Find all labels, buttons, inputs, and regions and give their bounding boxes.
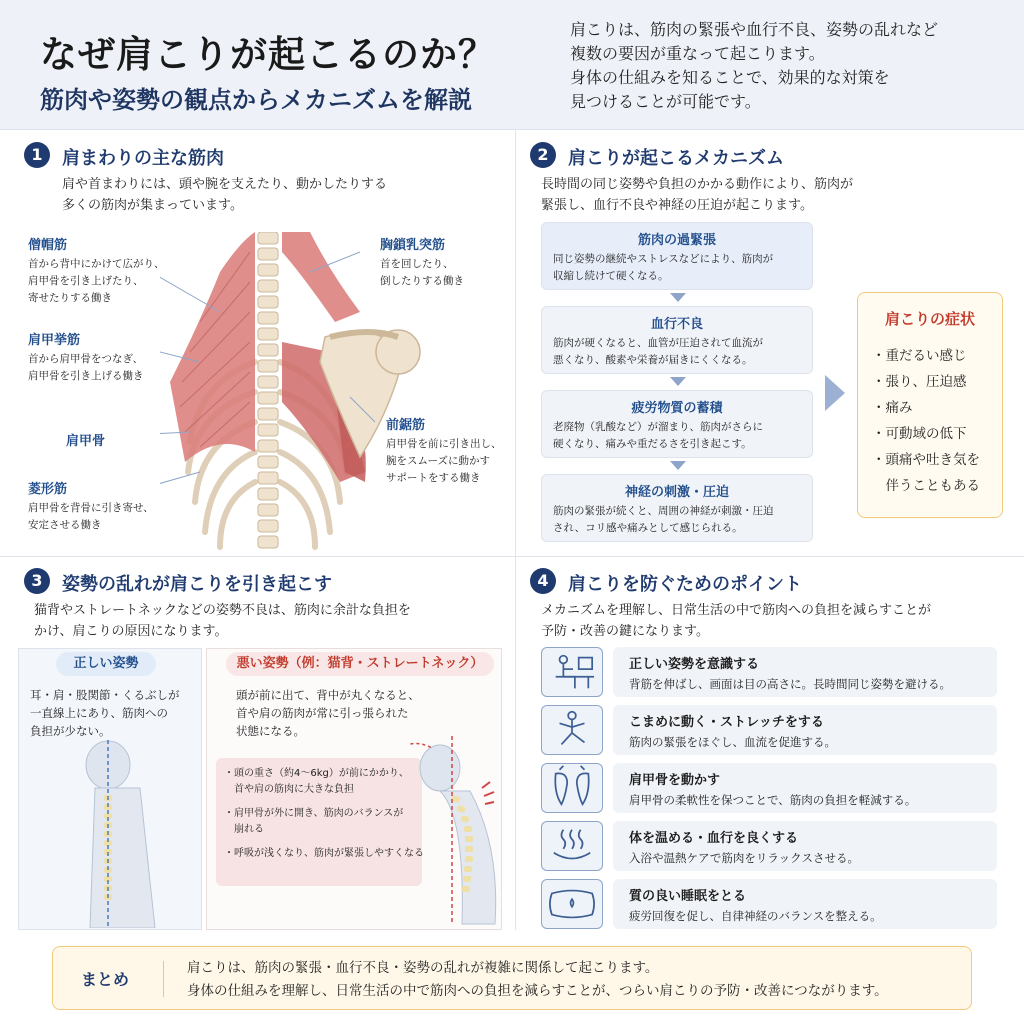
tip-warm: 体を温める・血行を良くする 入浴や温熱ケアで筋肉をリラックスさせる。: [613, 821, 997, 871]
muscle-rhomboid: 菱形筋 肩甲骨を背骨に引き寄せ、 安定させる働き: [28, 482, 154, 531]
desk-posture-icon: [541, 647, 603, 697]
section-4-lead: メカニズムを理解し、日常生活の中で筋肉への負担を減らすことが 予防・改善の鍵になります。: [541, 603, 932, 639]
mechanism-step-3: 疲労物質の蓄積 老廃物（乳酸など）が溜まり、筋肉がさらに 硬くなり、痛みや重だるさを引き起こす。: [541, 390, 813, 458]
stretch-icon: [541, 705, 603, 755]
summary-divider: [163, 961, 164, 997]
bad-posture-label: 悪い姿勢（例：猫背・ストレートネック）: [226, 652, 494, 676]
label-scapula: 肩甲骨: [66, 434, 106, 449]
tip-stretch: こまめに動く・ストレッチをする 筋肉の緊張をほぐし、血流を促進する。: [613, 705, 997, 755]
section-2-number: 2: [530, 142, 556, 168]
page-subtitle: 筋肉や姿勢の観点からメカニズムを解説: [40, 86, 472, 114]
section-1-number: 1: [24, 142, 50, 168]
page-title: なぜ肩こりが起こるのか？: [40, 33, 496, 76]
section-2-lead: 長時間の同じ姿勢や負担のかかる動作により、筋肉が 緊張し、血行不良や神経の圧迫が起こります。: [541, 177, 854, 213]
muscle-levator-scapulae: 肩甲挙筋 首から肩甲骨をつなぎ、 肩甲骨を引き上げる働き: [28, 333, 144, 382]
flow-arrow-down-icon: [670, 293, 686, 302]
header: [0, 0, 1024, 130]
tip-sleep: 質の良い睡眠をとる 疲労回復を促し、自律神経のバランスを整える。: [613, 879, 997, 929]
column-divider: [515, 130, 516, 930]
section-3-number: 3: [24, 568, 50, 594]
scapula-icon: [541, 763, 603, 813]
good-posture-figure: [60, 740, 180, 928]
tip-scapula: 肩甲骨を動かす 肩甲骨の柔軟性を保つことで、筋肉の負担を軽減する。: [613, 763, 997, 813]
section-2-title: 肩こりが起こるメカニズム: [568, 148, 784, 169]
mechanism-step-1: 筋肉の過緊張 同じ姿勢の継続やストレスなどにより、筋肉が 収縮し続けて硬くなる。: [541, 222, 813, 290]
symptoms-box: 肩こりの症状 ・重だるい感じ ・張り、圧迫感 ・痛み ・可動域の低下 ・頭痛や吐き気を 伴うこともある: [857, 292, 1003, 518]
muscle-serratus-anterior: 前鋸筋 肩甲骨を前に引き出し、 腕をスムーズに動かす サポートをする働き: [386, 418, 502, 484]
summary-label: まとめ: [81, 970, 130, 989]
mechanism-step-2: 血行不良 筋肉が硬くなると、血管が圧迫されて血流が 悪くなり、酸素や栄養が届きにくくなる。: [541, 306, 813, 374]
tip-posture: 正しい姿勢を意識する 背筋を伸ばし、画面は目の高さに。長時間同じ姿勢を避ける。: [613, 647, 997, 697]
section-3-lead: 猫背やストレートネックなどの姿勢不良は、筋肉に余計な負担を かけ、肩こりの原因になります。: [34, 603, 411, 639]
summary-text: 肩こりは、筋肉の緊張・血行不良・姿勢の乱れが複雑に関係して起こります。 身体の仕組みを理解し、日常生活の中で筋肉への負担を減らすことが、つらい肩こりの予防・改善につながります。: [187, 960, 888, 999]
section-1-title: 肩まわりの主な筋肉: [62, 148, 224, 169]
bad-posture-desc: 頭が前に出て、背中が丸くなると、 首や肩の筋肉が常に引っ張られた 状態になる。: [236, 688, 420, 738]
section-4-number: 4: [530, 568, 556, 594]
summary-box: [52, 946, 972, 1010]
header-description: 肩こりは、筋肉の緊張や血行不良、姿勢の乱れなど 複数の要因が重なって起こります。 身体の仕組みを知ることで、効果的な対策を 見つけることが可能です。: [570, 20, 939, 111]
mechanism-step-4: 神経の刺激・圧迫 筋肉の緊張が続くと、周囲の神経が刺激・圧迫 され、コリ感や痛みとして感じられる。: [541, 474, 813, 542]
good-posture-label: 正しい姿勢: [56, 652, 156, 676]
section-4-title: 肩こりを防ぐためのポイント: [568, 574, 802, 595]
bad-posture-effects: ・頭の重さ（約4〜6kg）が前にかかり、 首や肩の筋肉に大きな負担 ・肩甲骨が外に開き、筋肉のバランスが 崩れる ・呼吸が浅くなり、筋肉が緊張しやすくなる: [216, 758, 422, 886]
section-3-title: 姿勢の乱れが肩こりを引き起こす: [62, 574, 332, 595]
bad-posture-figure: [410, 736, 502, 928]
row-divider: [0, 556, 1024, 557]
pillow-icon: [541, 879, 603, 929]
flow-arrow-right-icon: [825, 375, 845, 411]
muscle-sternocleidomastoid: 胸鎖乳突筋 首を回したり、 倒したりする働き: [380, 238, 464, 287]
flow-arrow-down-icon: [670, 461, 686, 470]
hot-bath-icon: [541, 821, 603, 871]
muscle-trapezius: 僧帽筋 首から背中にかけて広がり、 肩甲骨を引き上げたり、 寄せたりする働き: [28, 238, 165, 304]
section-1-lead: 肩や首まわりには、頭や腕を支えたり、動かしたりする 多くの筋肉が集まっています。: [62, 177, 388, 213]
flow-arrow-down-icon: [670, 377, 686, 386]
good-posture-desc: 耳・肩・股関節・くるぶしが 一直線上にあり、筋肉への 負担が少ない。: [30, 688, 180, 738]
